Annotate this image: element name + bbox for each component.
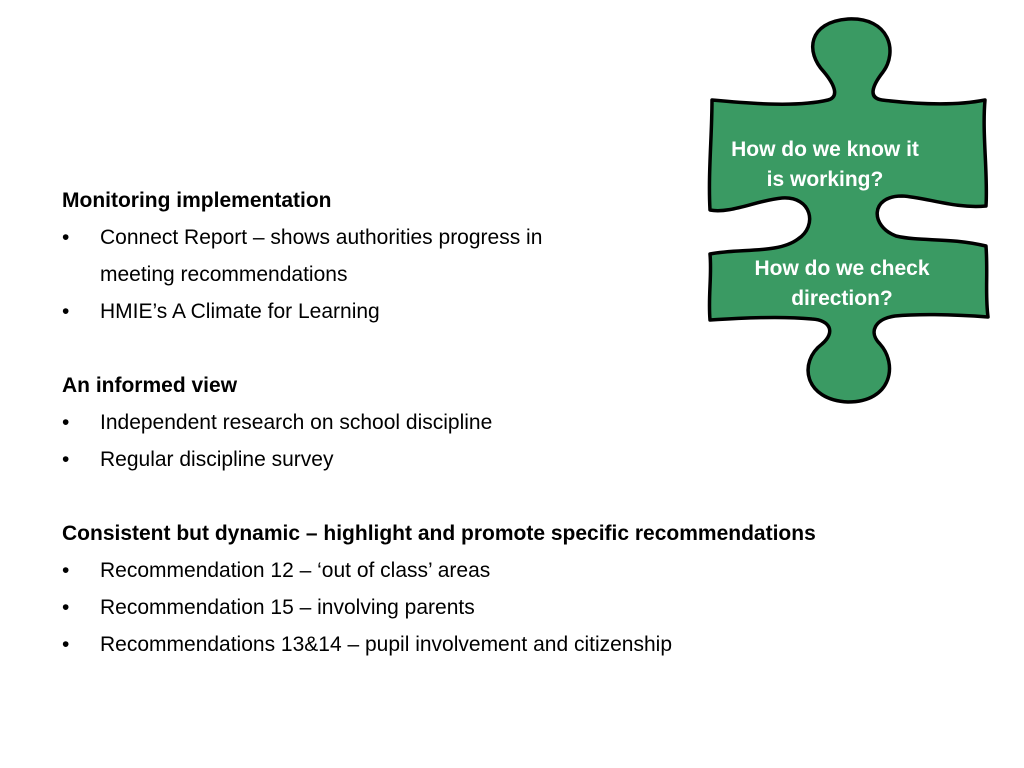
section-heading-consistent-dynamic: Consistent but dynamic – highlight and promote specific recommendations [62,522,816,545]
bullet-item [62,626,1012,663]
slide-body [62,182,1012,663]
bullet-icon: • [62,300,70,323]
bullet-text-line: Recommendations 13&14 – pupil involvement and citizenship [100,633,673,656]
bullet-item [62,441,1012,478]
bullet-icon: • [62,411,70,434]
bullet-item [62,589,1012,626]
puzzle-question-top-line-2: is working? [766,168,884,191]
puzzle-question-top-line-1: How do we know it [731,138,919,161]
bullet-text-line: meeting recommendations [100,263,348,286]
bullet-text-line: Connect Report – shows authorities progress in [100,226,543,249]
bullet-icon: • [62,633,70,656]
bullet-item [62,404,1012,441]
section-heading-monitoring: Monitoring implementation [62,189,332,212]
puzzle-question-bottom-line-1: How do we check [754,257,930,280]
bullet-text-line: HMIE’s A Climate for Learning [100,300,380,323]
bullet-icon: • [62,226,70,249]
bullet-icon: • [62,596,70,619]
bullet-text-line: Recommendation 12 – ‘out of class’ areas [100,559,491,582]
section-spacer [62,478,1012,515]
bullet-item [62,219,1012,293]
section-heading-informed-view: An informed view [62,374,238,397]
bullet-item [62,293,1012,330]
bullet-text-line: Recommendation 15 – involving parents [100,596,475,619]
bullet-text-line: Independent research on school discipline [100,411,493,434]
bullet-icon: • [62,448,70,471]
bullet-text-line: Regular discipline survey [100,448,334,471]
puzzle-question-bottom-line-2: direction? [791,287,893,310]
section-spacer [62,330,1012,367]
bullet-item [62,552,1012,589]
bullet-icon: • [62,559,70,582]
